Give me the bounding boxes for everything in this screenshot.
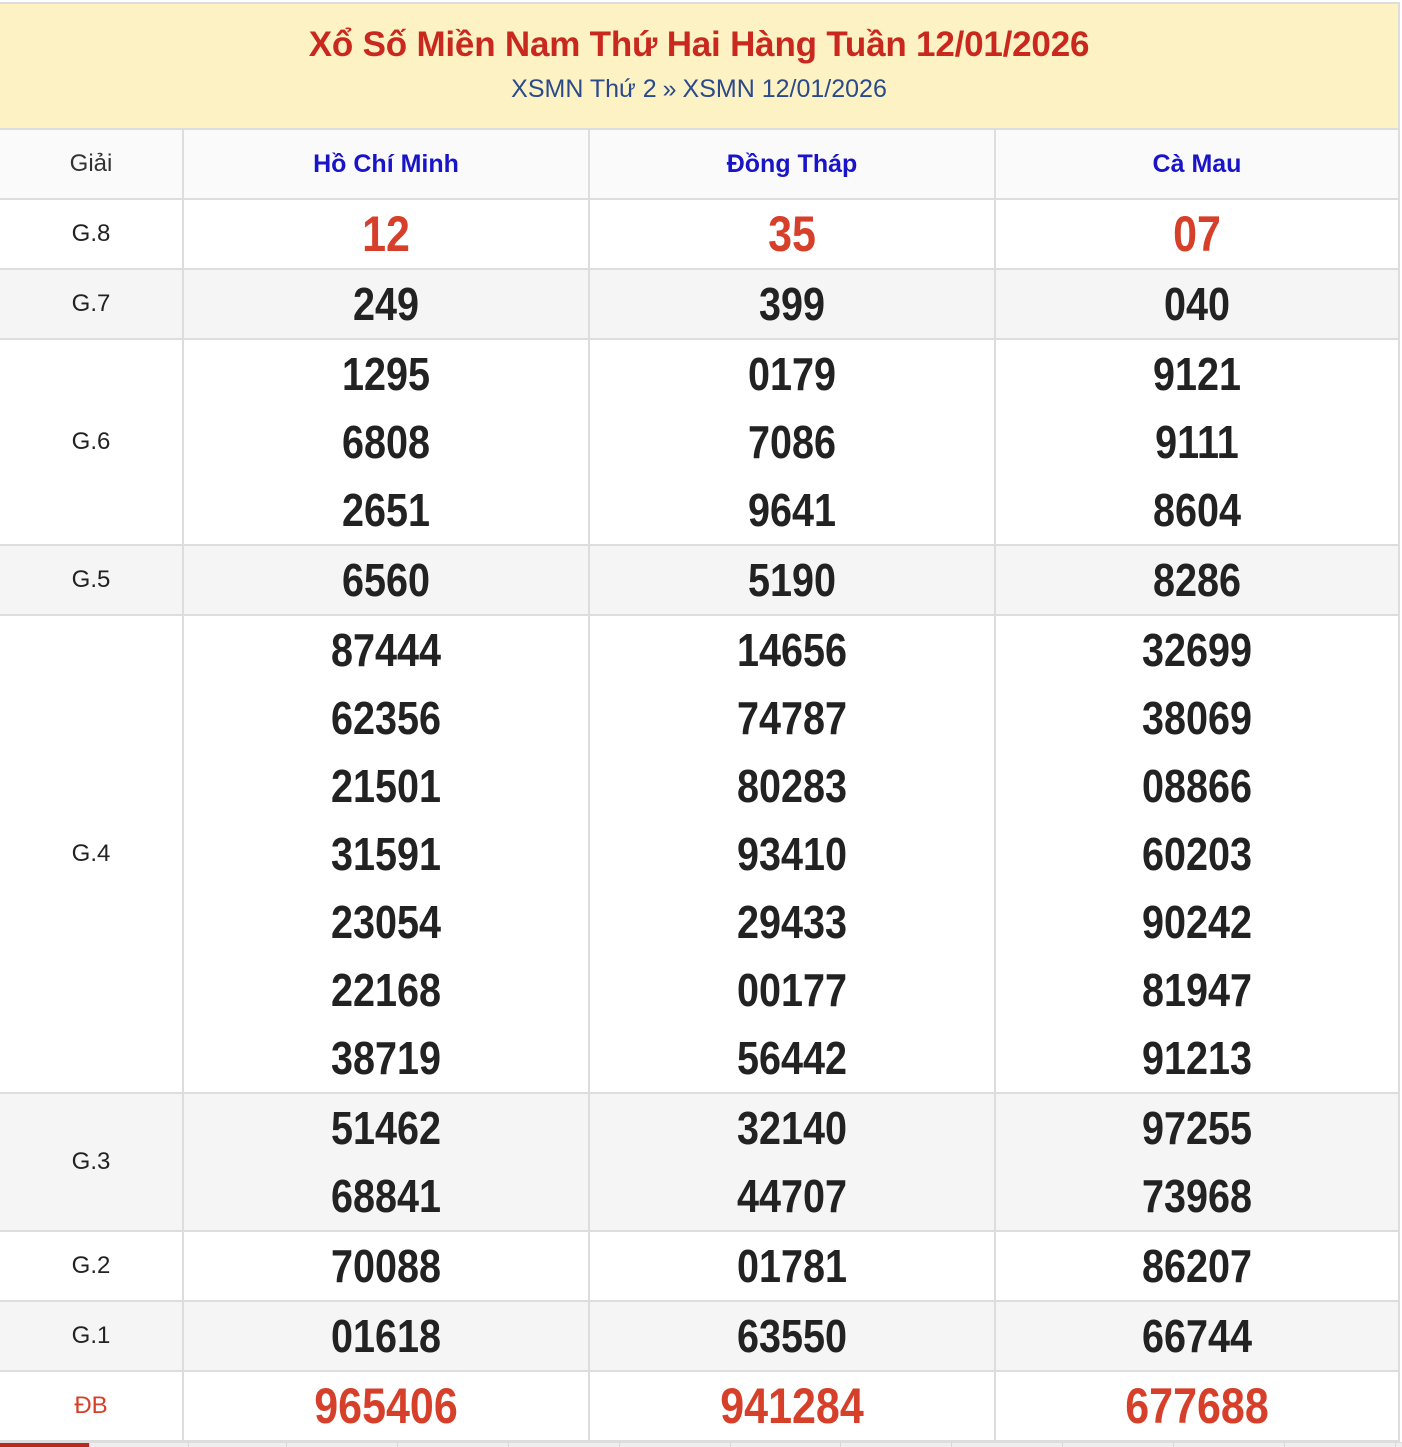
- result-cell-dong-thap: [589, 269, 995, 339]
- breadcrumb-link-xsmn-thu-2[interactable]: XSMN Thứ 2: [511, 75, 657, 103]
- bottom-tab[interactable]: [620, 1443, 731, 1447]
- result-number: 74787: [736, 692, 847, 744]
- result-number: 677688: [1125, 1378, 1269, 1434]
- result-number: 90242: [1141, 896, 1252, 948]
- result-cell-dong-thap: [589, 1371, 995, 1441]
- result-number: 9641: [747, 484, 837, 536]
- prize-label: G.8: [0, 199, 183, 269]
- result-number: 68841: [330, 1170, 441, 1222]
- result-cell-ca-mau: [995, 1371, 1398, 1441]
- table-header-row: [0, 130, 1398, 199]
- result-number: 7086: [747, 416, 837, 468]
- results-container: [0, 2, 1400, 1442]
- result-cell-ho-chi-minh: [183, 1371, 589, 1441]
- result-cell-dong-thap: [589, 1301, 995, 1371]
- bottom-tab[interactable]: [1285, 1443, 1396, 1447]
- result-number: 9111: [1155, 416, 1239, 468]
- prize-label: G.7: [0, 269, 183, 339]
- result-cell-ca-mau: [995, 1093, 1398, 1231]
- result-number: 44707: [736, 1170, 847, 1222]
- breadcrumb: [0, 74, 1398, 104]
- prize-label: G.2: [0, 1231, 183, 1301]
- column-header-dong-thap[interactable]: Đồng Tháp: [589, 130, 995, 199]
- result-number: 941284: [720, 1378, 864, 1434]
- result-number: 01618: [330, 1310, 441, 1362]
- results-body: [0, 199, 1398, 1441]
- result-cell-dong-thap: [589, 339, 995, 545]
- bottom-tab[interactable]: [509, 1443, 620, 1447]
- bottom-tab[interactable]: [841, 1443, 952, 1447]
- result-number: 8286: [1152, 554, 1242, 606]
- result-number: 1295: [341, 348, 431, 400]
- bottom-tab[interactable]: [952, 1443, 1063, 1447]
- result-cell-ca-mau: [995, 545, 1398, 615]
- result-number: 01781: [736, 1240, 847, 1292]
- result-cell-ca-mau: [995, 339, 1398, 545]
- prize-row-g3: [0, 1093, 1398, 1231]
- bottom-tab[interactable]: [189, 1443, 287, 1447]
- bottom-tab-strip: [0, 1442, 1402, 1447]
- result-number: 73968: [1141, 1170, 1252, 1222]
- bottom-tab[interactable]: [1063, 1443, 1174, 1447]
- result-number: 86207: [1141, 1240, 1252, 1292]
- result-number: 70088: [330, 1240, 441, 1292]
- prize-label: G.6: [0, 339, 183, 545]
- result-number: 56442: [736, 1032, 847, 1084]
- bottom-tab[interactable]: [398, 1443, 509, 1447]
- result-cell-ca-mau: [995, 269, 1398, 339]
- result-cell-ho-chi-minh: [183, 1231, 589, 1301]
- result-cell-ho-chi-minh: [183, 199, 589, 269]
- result-cell-dong-thap: [589, 1231, 995, 1301]
- column-header-ho-chi-minh[interactable]: Hồ Chí Minh: [183, 130, 589, 199]
- breadcrumb-separator: »: [662, 75, 677, 103]
- bottom-tab[interactable]: [731, 1443, 841, 1447]
- result-cell-ca-mau: [995, 1301, 1398, 1371]
- result-number: 0179: [747, 348, 837, 400]
- result-number: 62356: [330, 692, 441, 744]
- result-number: 965406: [314, 1378, 458, 1434]
- result-number: 22168: [330, 964, 441, 1016]
- column-header-ca-mau[interactable]: Cà Mau: [995, 130, 1398, 199]
- results-table: [0, 130, 1398, 1442]
- result-cell-ca-mau: [995, 615, 1398, 1093]
- result-number: 81947: [1141, 964, 1252, 1016]
- bottom-tab[interactable]: [0, 1443, 90, 1447]
- bottom-tab[interactable]: [1174, 1443, 1285, 1447]
- result-number: 93410: [736, 828, 847, 880]
- result-number: 6560: [341, 554, 431, 606]
- result-number: 6808: [341, 416, 431, 468]
- result-number: 35: [768, 206, 816, 262]
- result-cell-ho-chi-minh: [183, 1301, 589, 1371]
- result-number: 07: [1173, 206, 1221, 262]
- result-cell-dong-thap: [589, 199, 995, 269]
- prize-row-g6: [0, 339, 1398, 545]
- result-number: 23054: [330, 896, 441, 948]
- result-number: 63550: [736, 1310, 847, 1362]
- result-cell-dong-thap: [589, 615, 995, 1093]
- result-number: 08866: [1141, 760, 1252, 812]
- result-number: 60203: [1141, 828, 1252, 880]
- prize-label: G.1: [0, 1301, 183, 1371]
- result-cell-ho-chi-minh: [183, 615, 589, 1093]
- result-number: 399: [758, 278, 826, 330]
- result-number: 31591: [330, 828, 441, 880]
- prize-row-g2: [0, 1231, 1398, 1301]
- breadcrumb-link-xsmn-date[interactable]: XSMN 12/01/2026: [682, 75, 887, 103]
- result-number: 9121: [1152, 348, 1242, 400]
- prize-row-g7: [0, 269, 1398, 339]
- result-number: 00177: [736, 964, 847, 1016]
- result-number: 8604: [1152, 484, 1242, 536]
- result-number: 80283: [736, 760, 847, 812]
- result-cell-ca-mau: [995, 1231, 1398, 1301]
- page-title: Xổ Số Miền Nam Thứ Hai Hàng Tuần 12/01/2026: [308, 25, 1090, 64]
- prize-row-g8: [0, 199, 1398, 269]
- result-number: 38069: [1141, 692, 1252, 744]
- result-number: 21501: [330, 760, 441, 812]
- result-number: 040: [1163, 278, 1231, 330]
- prize-label: G.5: [0, 545, 183, 615]
- prize-label: G.3: [0, 1093, 183, 1231]
- result-cell-ho-chi-minh: [183, 545, 589, 615]
- result-cell-ho-chi-minh: [183, 269, 589, 339]
- prize-label: ĐB: [0, 1371, 183, 1441]
- result-cell-dong-thap: [589, 545, 995, 615]
- column-header-prize: Giải: [0, 130, 183, 199]
- result-number: 5190: [747, 554, 837, 606]
- result-number: 66744: [1141, 1310, 1252, 1362]
- prize-row-db: [0, 1371, 1398, 1441]
- result-cell-ca-mau: [995, 199, 1398, 269]
- prize-row-g1: [0, 1301, 1398, 1371]
- results-banner: [0, 4, 1398, 130]
- bottom-tab[interactable]: [90, 1443, 189, 1447]
- result-number: 51462: [330, 1102, 441, 1154]
- result-number: 91213: [1141, 1032, 1252, 1084]
- result-number: 14656: [736, 624, 847, 676]
- result-cell-ho-chi-minh: [183, 339, 589, 545]
- result-number: 38719: [330, 1032, 441, 1084]
- prize-row-g5: [0, 545, 1398, 615]
- result-number: 87444: [330, 624, 441, 676]
- result-cell-dong-thap: [589, 1093, 995, 1231]
- result-cell-ho-chi-minh: [183, 1093, 589, 1231]
- result-number: 12: [362, 206, 410, 262]
- result-number: 29433: [736, 896, 847, 948]
- result-number: 97255: [1141, 1102, 1252, 1154]
- result-number: 32699: [1141, 624, 1252, 676]
- bottom-tab[interactable]: [287, 1443, 398, 1447]
- prize-label: G.4: [0, 615, 183, 1093]
- prize-row-g4: [0, 615, 1398, 1093]
- result-number: 249: [352, 278, 420, 330]
- result-number: 2651: [341, 484, 431, 536]
- result-number: 32140: [736, 1102, 847, 1154]
